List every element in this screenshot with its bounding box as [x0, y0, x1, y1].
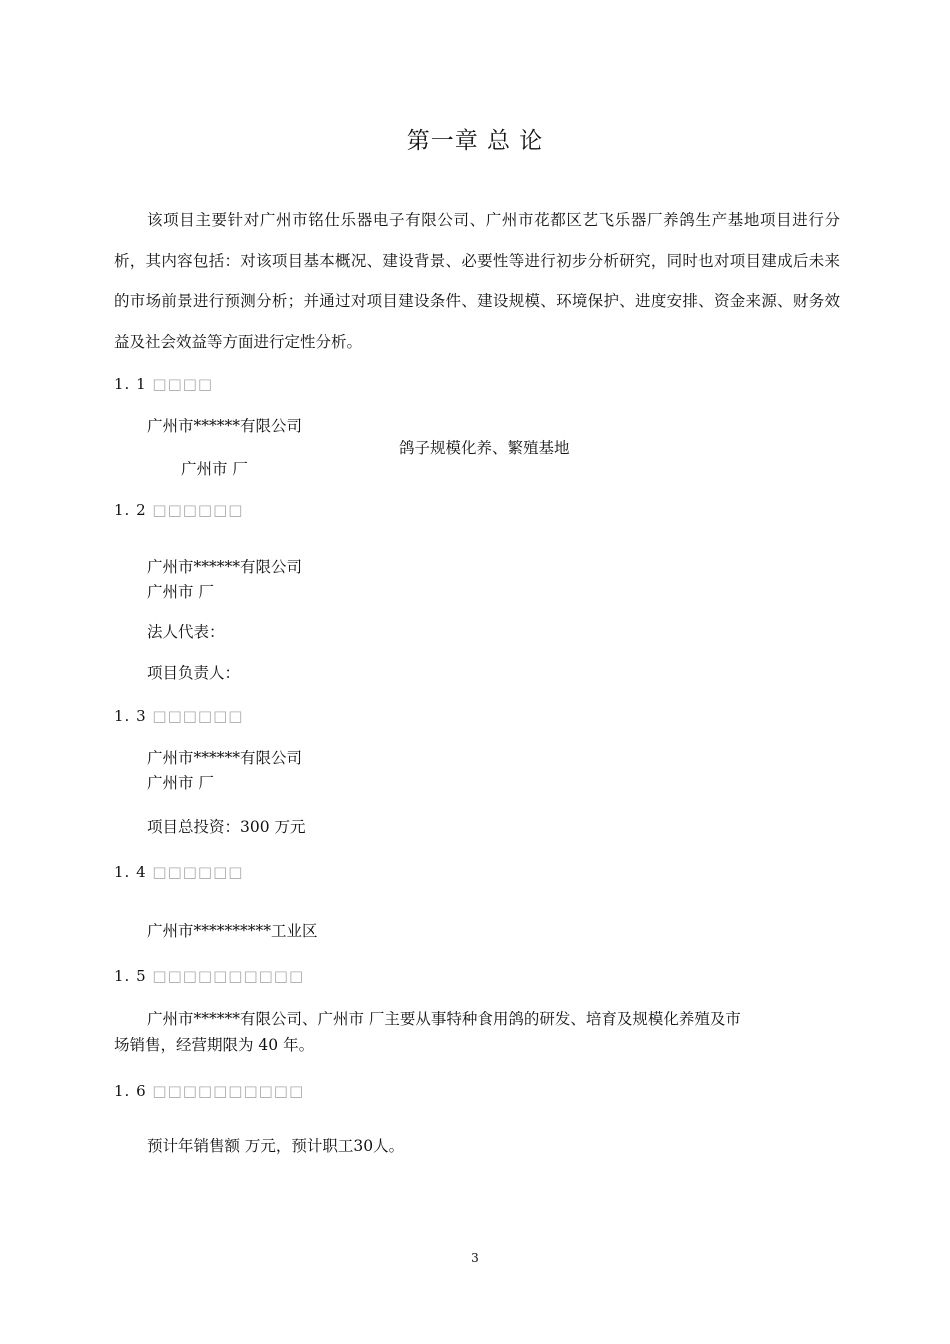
s3-investment: 项目总投资：300 万元 — [147, 818, 306, 836]
s5-line2: 场销售，经营期限为 40 年。 — [114, 1036, 315, 1054]
chapter-title: 第一章 总 论 — [406, 128, 544, 154]
s3-company1: 广州市******有限公司 — [147, 749, 303, 767]
s2-legal-rep: 法人代表： — [147, 623, 225, 641]
s2-project-lead: 项目负责人： — [147, 664, 241, 682]
section-1-6-heading: 1. 6 □□□□□□□□□□ — [114, 1082, 305, 1100]
s6-sales: 预计年销售额 万元，预计职工30人。 — [147, 1137, 405, 1155]
section-1-3-heading: 1. 3 □□□□□□ — [114, 707, 244, 725]
s1-company2: 广州市 厂 — [181, 460, 248, 478]
intro-paragraph: 该项目主要针对广州市铭仕乐器电子有限公司、广州市花都区艺飞乐器厂养鸽生产基地项目进行分析，其内容包括：对该项目基本概况、建设背景、必要性等进行初步分析研究，同时也对项目建成后未来的市场前景进行预测分析；并通过对项目建设条件、建设规模、环境保护、进度安排、资金来源、财务效益及社会效益等方面进行定性分析。 — [114, 211, 840, 351]
s2-company1: 广州市******有限公司 — [147, 558, 303, 576]
section-1-2-heading: 1. 2 □□□□□□ — [114, 501, 244, 519]
section-1-5-heading: 1. 5 □□□□□□□□□□ — [114, 967, 305, 985]
page-number: 3 — [471, 1251, 479, 1265]
s2-company2: 广州市 厂 — [147, 583, 214, 601]
section-1-4-heading: 1. 4 □□□□□□ — [114, 863, 244, 881]
s4-address: 广州市**********工业区 — [147, 922, 318, 940]
s5-line1: 广州市******有限公司、广州市 厂主要从事特种食用鸽的研发、培育及规模化养殖及市 — [147, 1010, 741, 1028]
section-1-1-heading: 1. 1 □□□□ — [114, 375, 214, 393]
s3-company2: 广州市 厂 — [147, 774, 214, 792]
s1-project-name: 鸽子规模化养、繁殖基地 — [399, 439, 570, 457]
s1-company1: 广州市******有限公司 — [147, 417, 303, 435]
